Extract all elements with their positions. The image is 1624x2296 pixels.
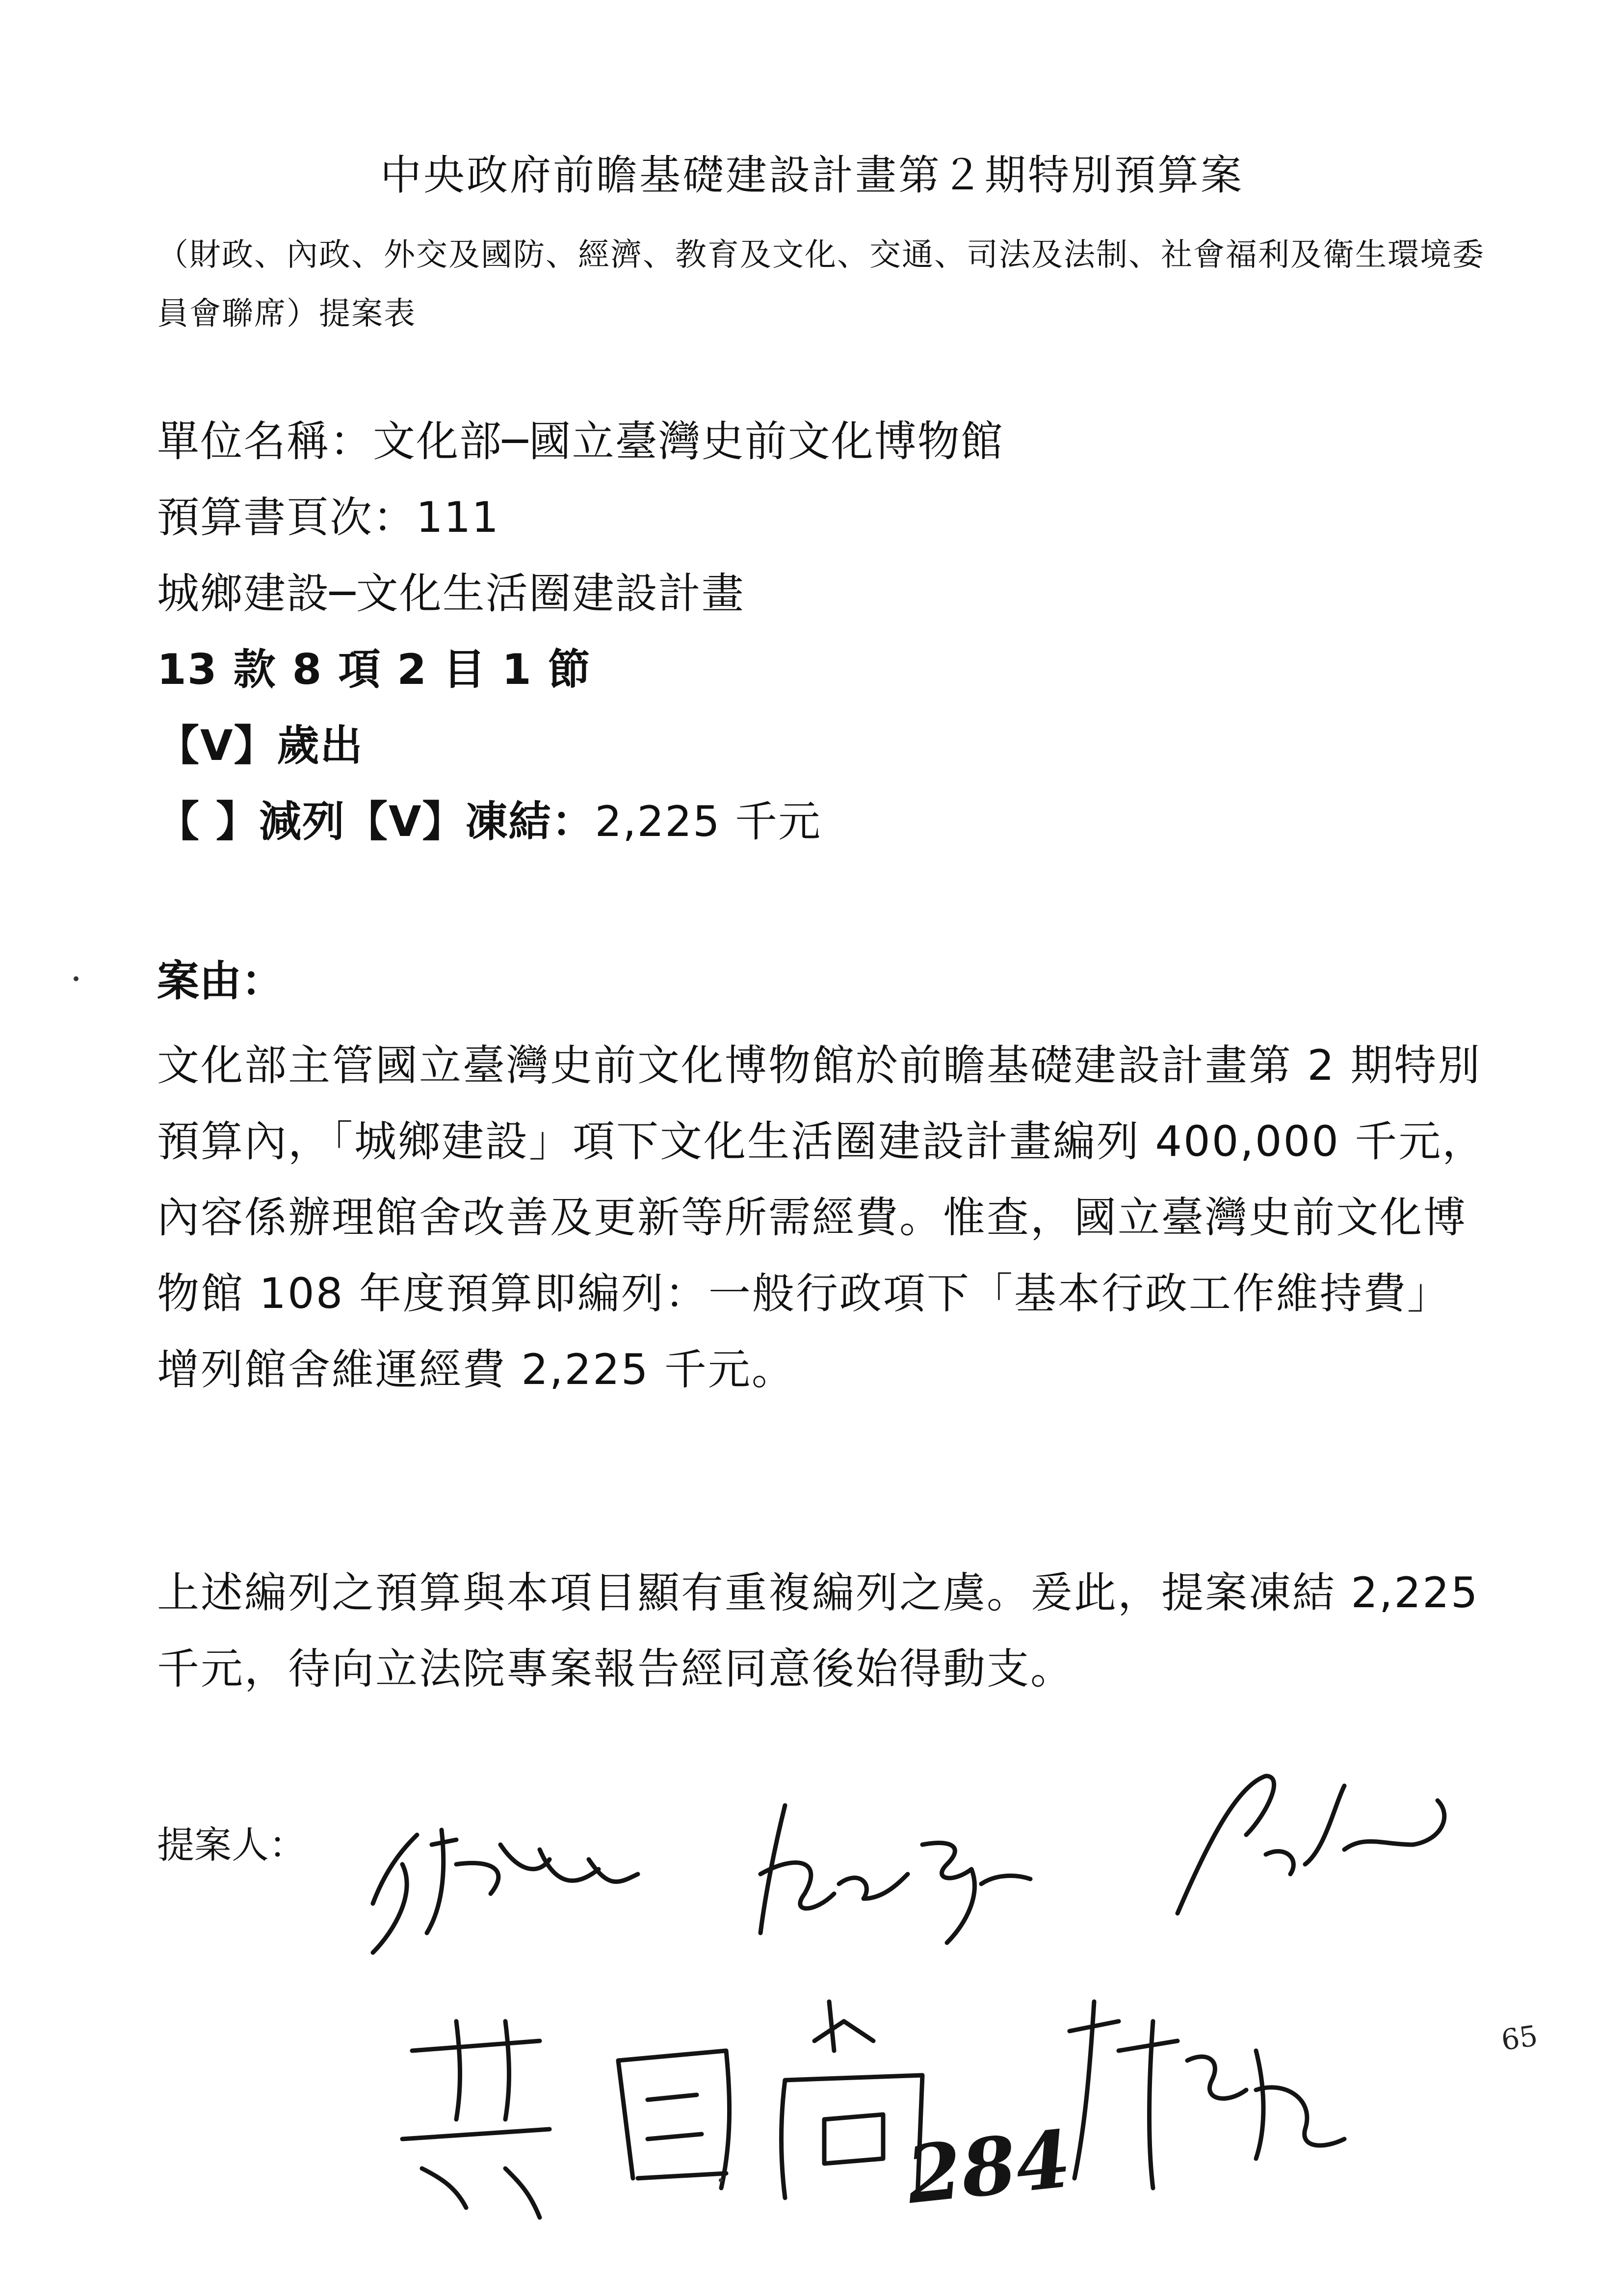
handwritten-signatures	[343, 1747, 1545, 2247]
reason-paragraph-2: 上述編列之預算與本項目顯有重複編列之虞。爰此，提案凍結 2,225 千元，待向立法院專案報告經同意後始得動支。	[157, 1568, 1479, 1694]
budget-action	[157, 797, 821, 846]
plan-name: 城鄉建設─文化生活圈建設計畫	[157, 569, 745, 618]
reason-label: 案由：	[157, 957, 284, 1006]
document-title: 中央政府前瞻基礎建設計畫第２期特別預算案	[380, 151, 1244, 199]
budget-type: 【V】歲出	[157, 721, 364, 770]
reason-paragraph-1: 文化部主管國立臺灣史前文化博物館於前瞻基礎建設計畫第 2 期特別預算內，「城鄉建設」項下文化生活圈建設計畫編列 400,000 千元，內容係辦理館舍改善及更新等所需經費。惟查，國立臺灣史前文化博物館 108 年度預算即編列：一般行政項下「基本行政工作維持費」增列館舍維運經費 2,225 千元。	[157, 1041, 1486, 1394]
document-subtitle: （財政、內政、外交及國防、經濟、教育及文化、交通、司法及法制、社會福利及衛生環境委員會聯席）提案表	[157, 237, 1485, 332]
scan-speck	[74, 976, 79, 981]
action-checkboxes: 【 】減列【V】凍結：	[157, 797, 595, 846]
page-mark: 65	[1499, 2019, 1540, 2057]
proposer-label: 提案人：	[157, 1823, 306, 1867]
budget-page: 預算書頁次：111	[157, 493, 500, 542]
unit-name: 單位名稱：文化部─國立臺灣史前文化博物館	[157, 417, 1004, 466]
budget-item: 13 款 8 項 2 目 1 節	[157, 645, 591, 694]
signature-handwritten-number: 284	[902, 2113, 1075, 2222]
scan-speck	[719, 2178, 723, 2182]
action-amount: 2,225 千元	[595, 797, 822, 846]
